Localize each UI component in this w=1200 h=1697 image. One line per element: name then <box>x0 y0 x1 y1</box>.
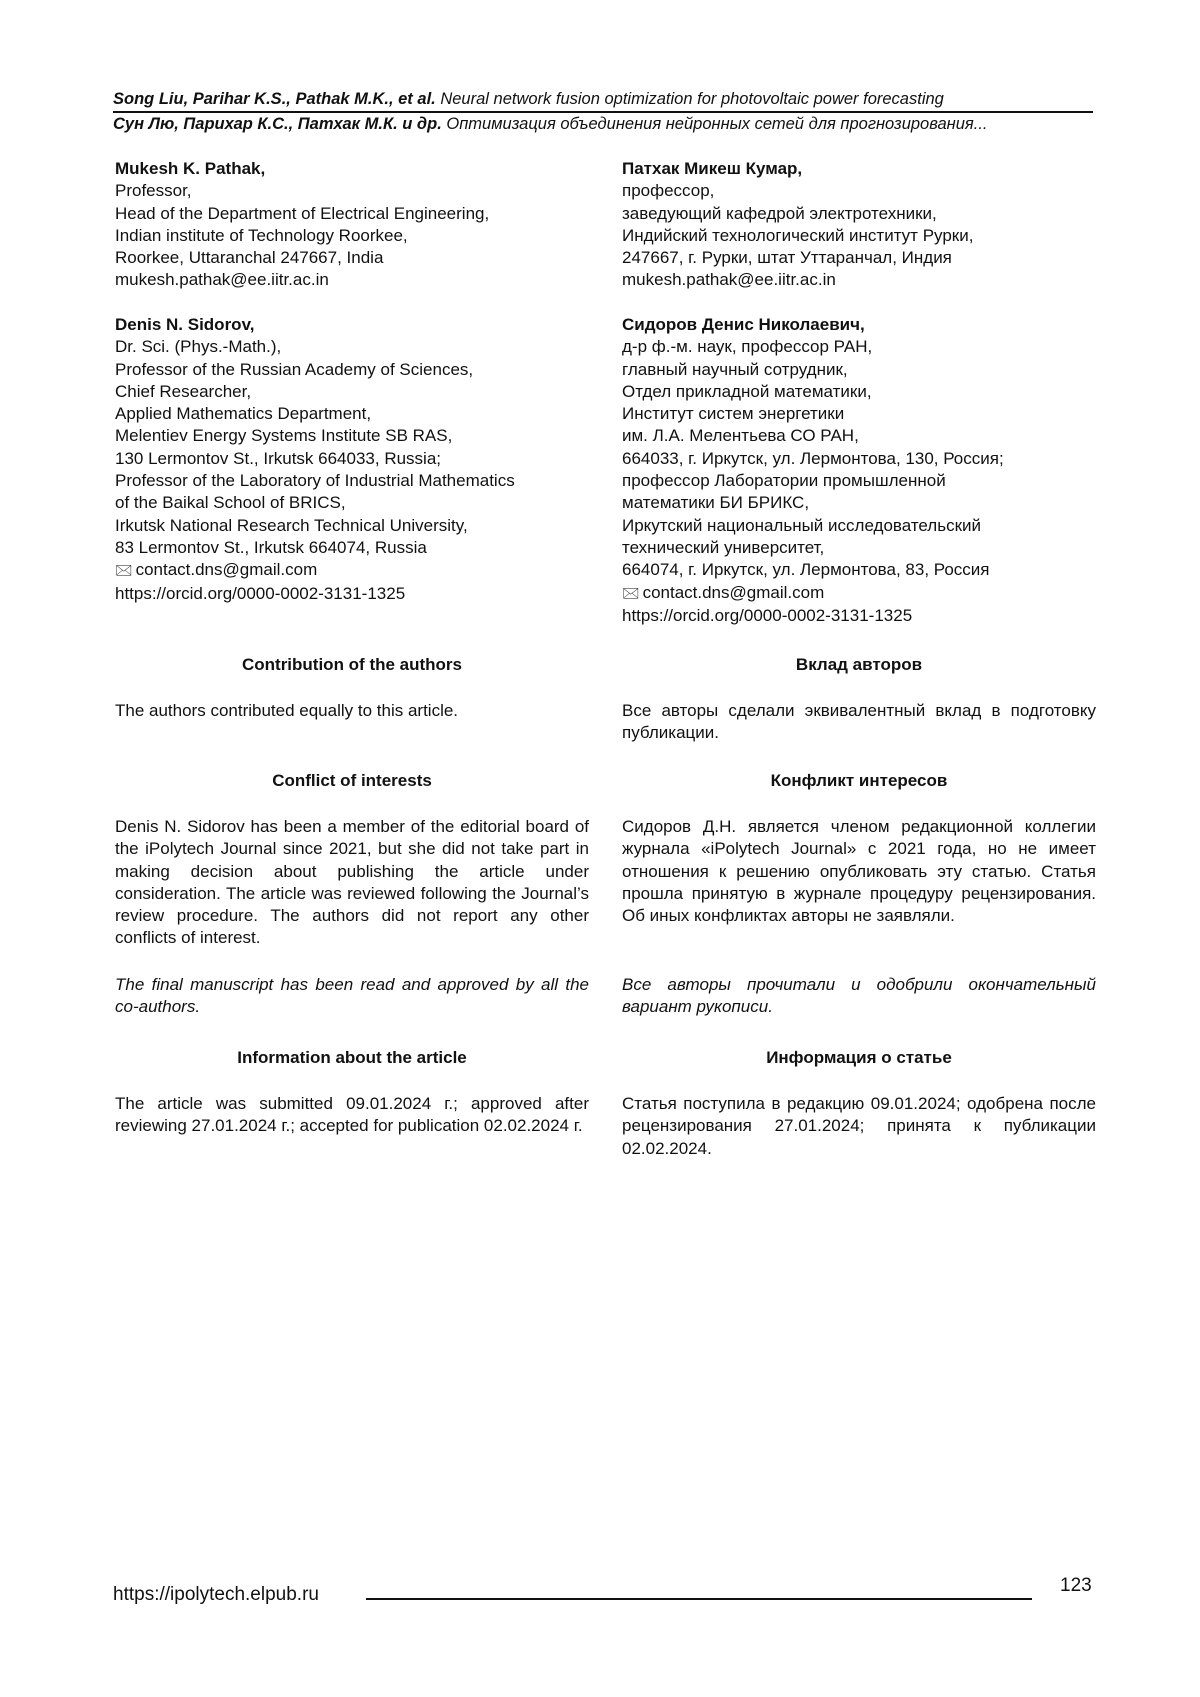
contribution-title-en: Contribution of the authors <box>241 655 463 674</box>
author-line: д-р ф.-м. наук, профессор РАН, <box>622 337 873 357</box>
article-info-text-en: The article was submitted 09.01.2024 г.; approved after reviewing 27.01.2024 г.; accepted for publication 02.02.2024 г. <box>115 1094 589 1136</box>
contribution-text-en: The authors contributed equally to this article. <box>115 701 459 720</box>
footer-rule <box>366 1598 1032 1600</box>
author-line: Dr. Sci. (Phys.-Math.), <box>115 337 282 357</box>
footer-url[interactable]: https://ipolytech.elpub.ru <box>113 1584 319 1605</box>
running-header-ru <box>113 113 1093 135</box>
article-info-title-en: Information about the article <box>237 1048 467 1067</box>
running-header-en-title: Neural network fusion optimization for photovoltaic power forecasting <box>440 90 944 108</box>
author-email: contact.dns@gmail.com <box>642 582 825 602</box>
running-header-ru-title: Оптимизация объединения нейронных сетей для прогнозирования... <box>446 115 988 133</box>
author-pathak-ru <box>622 158 1096 292</box>
author-line: технический университет, <box>622 537 825 557</box>
contribution-title-ru: Вклад авторов <box>795 655 923 674</box>
author-line: Head of the Department of Electrical Engineering, <box>115 203 490 223</box>
author-email: mukesh.pathak@ee.iitr.ac.in <box>115 270 329 290</box>
author-line: Chief Researcher, <box>115 381 252 401</box>
contribution-text-ru: Все авторы сделали эквивалентный вклад в подготовку публикации. <box>622 701 1096 743</box>
author-email: mukesh.pathak@ee.iitr.ac.in <box>622 270 836 290</box>
author-pathak-en <box>115 158 589 292</box>
conflict-text-en: Denis N. Sidorov has been a member of the editorial board of the iPolytech Journal since 2021, but she did not take part in making decision about publishing the article under consideration. The article was reviewed following the Journal’s review procedure. The authors did not report any other conflicts of interest. <box>115 817 589 948</box>
author-sidorov-en <box>115 314 589 605</box>
author-line: Professor, <box>115 181 192 201</box>
conflict-title-ru: Конфликт интересов <box>770 771 948 790</box>
author-line: 664033, г. Иркутск, ул. Лермонтова, 130, Россия; <box>622 448 1004 468</box>
author-email-line <box>622 582 1096 605</box>
author-email-line <box>115 559 589 582</box>
author-line: Melentiev Energy Systems Institute SB RAS, <box>115 426 453 446</box>
author-line: Professor of the Russian Academy of Sciences, <box>115 359 474 379</box>
article-info-title-ru: Информация о статье <box>766 1048 952 1067</box>
approval-text-ru: Все авторы прочитали и одобрили окончательный вариант рукописи. <box>622 975 1096 1017</box>
author-line: Отдел прикладной математики, <box>622 381 872 401</box>
author-line: Irkutsk National Research Technical University, <box>115 515 468 535</box>
author-name: Патхак Микеш Кумар, <box>622 159 803 178</box>
envelope-icon: 🖂 <box>115 562 133 580</box>
running-header-en <box>113 88 1093 113</box>
author-line: профессор, <box>622 181 715 201</box>
author-line: Институт систем энергетики <box>622 404 845 424</box>
conflict-text-ru: Сидоров Д.Н. является членом редакционной коллегии журнала «iPolytech Journal» с 2021 года, но не имеет отношения к решению опубликовать эту статью. Статья прошла принятую в журнале процедуру рецензирования. Об иных конфликтах авторы не заявляли. <box>622 817 1096 926</box>
running-header <box>113 88 1093 135</box>
article-info-text-ru: Статья поступила в редакцию 09.01.2024; одобрена после рецензирования 27.01.2024; принята к публикации 02.02.2024. <box>622 1094 1096 1158</box>
page-number: 123 <box>1060 1575 1092 1596</box>
author-line: Indian institute of Technology Roorkee, <box>115 225 408 245</box>
author-line: 83 Lermontov St., Irkutsk 664074, Russia <box>115 537 427 557</box>
author-line: Индийский технологический институт Рурки, <box>622 225 974 245</box>
author-line: Roorkee, Uttaranchal 247667, India <box>115 248 384 268</box>
author-line: 130 Lermontov St., Irkutsk 664033, Russia; <box>115 448 442 468</box>
author-line: профессор Лаборатории промышленной <box>622 471 946 491</box>
author-line: заведующий кафедрой электротехники, <box>622 203 937 223</box>
author-line: математики БИ БРИКС, <box>622 493 810 513</box>
author-orcid: https://orcid.org/0000-0002-3131-1325 <box>622 605 913 625</box>
author-line: Иркутский национальный исследовательский <box>622 515 982 535</box>
author-line: 247667, г. Рурки, штат Уттаранчал, Индия <box>622 248 952 268</box>
author-line: им. Л.А. Мелентьева СО РАН, <box>622 426 859 446</box>
author-email: contact.dns@gmail.com <box>135 560 318 580</box>
author-line: Professor of the Laboratory of Industrial Mathematics <box>115 471 515 491</box>
author-name: Сидоров Денис Николаевич, <box>622 315 865 334</box>
approval-text-en: The final manuscript has been read and approved by all the co-authors. <box>115 975 589 1017</box>
conflict-title-en: Conflict of interests <box>272 771 432 790</box>
author-line: главный научный сотрудник, <box>622 359 848 379</box>
author-line: 664074, г. Иркутск, ул. Лермонтова, 83, Россия <box>622 560 990 580</box>
author-name: Mukesh K. Pathak, <box>115 159 266 178</box>
running-header-en-authors: Song Liu, Parihar K.S., Pathak M.K., et al. <box>113 90 436 108</box>
envelope-icon: 🖂 <box>622 584 640 602</box>
author-orcid: https://orcid.org/0000-0002-3131-1325 <box>115 583 406 603</box>
author-sidorov-ru <box>622 314 1096 627</box>
author-name: Denis N. Sidorov, <box>115 315 255 334</box>
author-line: of the Baikal School of BRICS, <box>115 493 346 513</box>
author-line: Applied Mathematics Department, <box>115 404 372 424</box>
running-header-ru-authors: Сун Лю, Парихар К.С., Патхак М.К. и др. <box>113 115 442 133</box>
